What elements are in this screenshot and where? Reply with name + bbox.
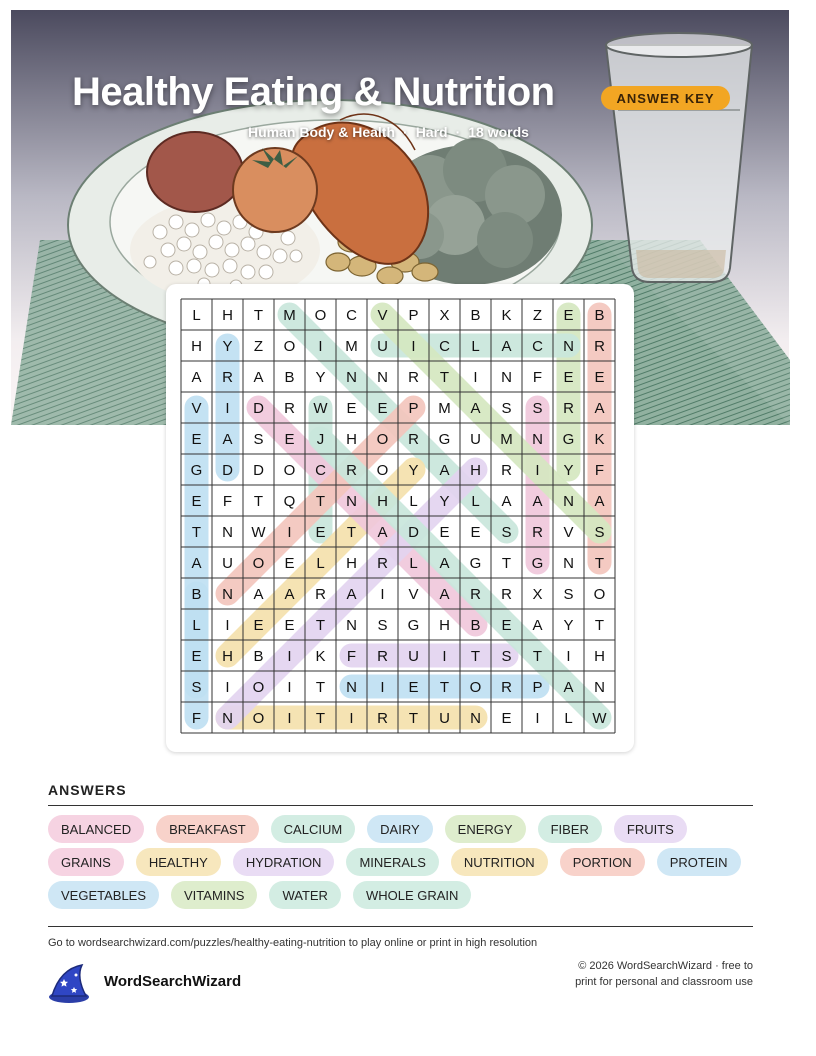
grid-cell-letter[interactable]: R <box>501 462 512 479</box>
grid-cell-letter[interactable]: S <box>501 400 512 417</box>
grid-cell-letter[interactable]: S <box>501 648 512 665</box>
answers-divider <box>48 805 753 806</box>
grid-cell-letter[interactable]: N <box>346 617 357 634</box>
grid-cell-letter[interactable]: B <box>470 307 481 324</box>
grid-cell-letter[interactable]: I <box>287 679 292 696</box>
grid-cell-letter[interactable]: U <box>439 710 450 727</box>
grid-cell-letter[interactable]: E <box>470 524 481 541</box>
grid-cell-letter[interactable]: Y <box>439 493 450 510</box>
answer-chip-fruits: FRUITS <box>614 815 687 843</box>
grid-cell-letter[interactable]: A <box>501 338 512 355</box>
grid-cell-letter[interactable]: R <box>501 586 512 603</box>
grid-cell-letter[interactable]: N <box>563 338 574 355</box>
grid-cell-letter[interactable]: A <box>439 555 450 572</box>
grid-cell-letter[interactable]: P <box>532 679 543 696</box>
grid-cell-letter[interactable]: O <box>376 462 389 479</box>
grid-cell-letter[interactable]: F <box>191 710 202 727</box>
grid-cell-letter[interactable]: I <box>442 648 447 665</box>
grid-cell-letter[interactable]: X <box>439 307 450 324</box>
grid-cell-letter[interactable]: K <box>594 431 605 448</box>
grid-cell-letter[interactable]: R <box>408 431 419 448</box>
grid-cell-letter[interactable]: Z <box>253 338 264 355</box>
grid-cell-letter[interactable]: A <box>532 617 543 634</box>
answer-chip-portion: PORTION <box>560 848 645 876</box>
grid-cell-letter[interactable]: T <box>253 307 264 324</box>
grid-cell-letter[interactable]: T <box>408 710 419 727</box>
grid-cell-letter[interactable]: T <box>594 617 605 634</box>
grid-cell-letter[interactable]: H <box>191 338 202 355</box>
answer-chip-protein: PROTEIN <box>657 848 741 876</box>
grid-cell-letter[interactable]: R <box>532 524 543 541</box>
grid-cell-letter[interactable]: O <box>283 338 296 355</box>
grid-cell-letter[interactable]: E <box>501 617 512 634</box>
grid-cell-letter[interactable]: T <box>439 679 450 696</box>
answers-heading: ANSWERS <box>48 782 127 798</box>
grid-cell-letter[interactable]: H <box>439 617 450 634</box>
grid-cell-letter[interactable]: G <box>562 431 575 448</box>
grid-cell-letter[interactable]: A <box>563 679 574 696</box>
grid-cell-letter[interactable]: O <box>593 586 606 603</box>
grid-cell-letter[interactable]: T <box>470 648 481 665</box>
grid-cell-letter[interactable]: P <box>408 400 419 417</box>
grid-cell-letter[interactable]: L <box>316 555 325 572</box>
copyright-text: © 2026 WordSearchWizard · free to print for personal and classroom use <box>575 960 753 988</box>
puzzle-subtitle <box>248 124 529 140</box>
grid-cell-letter[interactable]: E <box>594 369 605 386</box>
grid-cell-letter[interactable]: T <box>501 555 512 572</box>
grid-cell-letter[interactable]: N <box>346 679 357 696</box>
grid-cell-letter[interactable]: R <box>470 586 481 603</box>
grid-cell-letter[interactable]: N <box>346 493 357 510</box>
grid-cell-letter[interactable]: A <box>439 462 450 479</box>
grid-cell-letter[interactable]: D <box>222 462 233 479</box>
answer-chip-water: WATER <box>269 881 341 909</box>
grid-cell-letter[interactable]: V <box>563 524 574 541</box>
grid-cell-letter[interactable]: V <box>191 400 202 417</box>
grid-cell-letter[interactable]: N <box>563 493 574 510</box>
grid-cell-letter[interactable]: O <box>252 710 265 727</box>
grid-cell-letter[interactable]: M <box>283 307 296 324</box>
grid-cell-letter[interactable]: A <box>594 493 605 510</box>
grid-cell-letter[interactable]: T <box>315 710 326 727</box>
grid-cell-letter[interactable]: J <box>316 431 325 448</box>
grid-cell-letter[interactable]: Q <box>283 493 296 510</box>
grid-cell-letter[interactable]: A <box>346 586 357 603</box>
grid-cell-letter[interactable]: I <box>535 462 540 479</box>
grid-cell-letter[interactable]: Y <box>408 462 419 479</box>
grid-cell-letter[interactable]: T <box>191 524 202 541</box>
grid-cell-letter[interactable]: I <box>287 524 292 541</box>
grid-cell-letter[interactable]: A <box>222 431 233 448</box>
grid-cell-letter[interactable]: S <box>253 431 264 448</box>
grid-cell-letter[interactable]: C <box>532 338 543 355</box>
grid-cell-letter[interactable]: F <box>532 369 543 386</box>
grid-cell-letter[interactable]: E <box>191 648 202 665</box>
grid-cell-letter[interactable]: U <box>222 555 233 572</box>
grid-cell-letter[interactable]: N <box>501 369 512 386</box>
grid-cell-letter[interactable]: E <box>563 369 574 386</box>
grid-cell-letter[interactable]: G <box>469 555 482 572</box>
grid-cell-letter[interactable]: O <box>252 555 265 572</box>
grid-cell-letter[interactable]: R <box>563 400 574 417</box>
grid-cell-letter[interactable]: C <box>315 462 326 479</box>
grid-cell-letter[interactable]: H <box>346 431 357 448</box>
play-online-link[interactable]: Go to wordsearchwizard.com/puzzles/healthy-eating-nutrition to play online or print in high resolution <box>48 937 538 949</box>
answer-chip-dairy: DAIRY <box>367 815 433 843</box>
grid-cell-letter[interactable]: L <box>192 617 201 634</box>
grid-cell-letter[interactable]: W <box>251 524 266 541</box>
grid-cell-letter[interactable]: I <box>318 338 323 355</box>
grid-cell-letter[interactable]: V <box>408 586 419 603</box>
grid-cell-letter[interactable]: R <box>377 555 388 572</box>
grid-cell-letter[interactable]: L <box>192 307 201 324</box>
answer-chip-vegetables: VEGETABLES <box>48 881 159 909</box>
grid-cell-letter[interactable]: N <box>222 586 233 603</box>
grid-cell-letter[interactable]: I <box>225 679 230 696</box>
grid-cell-letter[interactable]: S <box>532 400 543 417</box>
grid-cell-letter[interactable]: A <box>594 400 605 417</box>
grid-cell-letter[interactable]: T <box>315 617 326 634</box>
grid-cell-letter[interactable]: B <box>253 648 264 665</box>
grid-cell-letter[interactable]: T <box>315 493 326 510</box>
grid-cell-letter[interactable]: A <box>191 369 202 386</box>
grid-cell-letter[interactable]: E <box>563 307 574 324</box>
grid-cell-letter[interactable]: S <box>377 617 388 634</box>
grid-cell-letter[interactable]: T <box>253 493 264 510</box>
grid-cell-letter[interactable]: G <box>190 462 203 479</box>
category-label: Human Body & Health <box>248 124 396 140</box>
grid-cell-letter[interactable]: O <box>469 679 482 696</box>
grid-cell-letter[interactable]: I <box>566 648 571 665</box>
grid-cell-letter[interactable]: T <box>315 679 326 696</box>
grid-cell-letter[interactable]: R <box>222 369 233 386</box>
difficulty-label: Hard <box>415 124 448 140</box>
separator-dot-1: · <box>403 124 408 140</box>
grid-cell-letter[interactable]: K <box>501 307 512 324</box>
grid-cell-letter[interactable]: C <box>439 338 450 355</box>
answer-chip-nutrition: NUTRITION <box>451 848 548 876</box>
grid-cell-letter[interactable]: H <box>470 462 481 479</box>
grid-cell-letter[interactable]: P <box>408 307 419 324</box>
grid-cell-letter[interactable]: K <box>315 648 326 665</box>
grid-cell-letter[interactable]: E <box>253 617 264 634</box>
answer-chip-fiber: FIBER <box>538 815 602 843</box>
grid-cell-letter[interactable]: M <box>438 400 451 417</box>
grid-cell-letter[interactable]: L <box>564 710 573 727</box>
grid-cell-letter[interactable]: S <box>191 679 202 696</box>
grid-cell-letter[interactable]: W <box>592 710 607 727</box>
grid-cell-letter[interactable]: N <box>222 524 233 541</box>
grid-cell-letter[interactable]: B <box>191 586 202 603</box>
grid-cell-letter[interactable]: U <box>377 338 388 355</box>
grid-cell-letter[interactable]: A <box>253 369 264 386</box>
grid-cell-letter[interactable]: A <box>191 555 202 572</box>
word-count-label: 18 words <box>468 124 529 140</box>
grid-cell-letter[interactable]: I <box>535 710 540 727</box>
grid-cell-letter[interactable]: I <box>349 710 354 727</box>
grid-cell-letter[interactable]: S <box>594 524 605 541</box>
grid-cell-letter[interactable]: B <box>470 617 481 634</box>
grid-cell-letter[interactable]: A <box>284 586 295 603</box>
grid-cell-letter[interactable]: H <box>346 555 357 572</box>
answer-chip-minerals: MINERALS <box>346 848 438 876</box>
grid-cell-letter[interactable]: E <box>315 524 326 541</box>
grid-cell-letter[interactable]: E <box>377 400 388 417</box>
brand-name[interactable]: WordSearchWizard <box>104 973 242 990</box>
grid-cell-letter[interactable]: E <box>284 431 295 448</box>
grid-cell-letter[interactable]: B <box>594 307 605 324</box>
grid-cell-letter[interactable]: N <box>532 431 543 448</box>
puzzle-card <box>166 284 634 752</box>
grid-cell-letter[interactable]: A <box>253 586 264 603</box>
grid-cell-letter[interactable]: I <box>473 369 478 386</box>
grid-cell-letter[interactable]: M <box>500 431 513 448</box>
separator-dot-2: · <box>455 124 461 140</box>
grid-cell-letter[interactable]: R <box>377 710 388 727</box>
grid-cell-letter[interactable]: X <box>532 586 543 603</box>
grid-cell-letter[interactable]: A <box>439 586 450 603</box>
answer-chip-calcium: CALCIUM <box>271 815 356 843</box>
grid-cell-letter[interactable]: R <box>594 338 605 355</box>
grid-cell-letter[interactable]: A <box>377 524 388 541</box>
answers-list <box>48 815 753 909</box>
grid-cell-letter[interactable]: B <box>284 369 295 386</box>
grid-cell-letter[interactable]: E <box>284 617 295 634</box>
grid-cell-letter[interactable]: M <box>345 338 358 355</box>
answer-chip-healthy: HEALTHY <box>136 848 221 876</box>
word-search-grid[interactable] <box>166 284 634 752</box>
grid-cell-letter[interactable]: A <box>532 493 543 510</box>
answer-chip-vitamins: VITAMINS <box>171 881 257 909</box>
grid-cell-letter[interactable]: I <box>287 710 292 727</box>
grid-cell-letter[interactable]: L <box>409 493 418 510</box>
grid-cell-letter[interactable]: R <box>408 369 419 386</box>
answer-chip-whole-grain: WHOLE GRAIN <box>353 881 471 909</box>
grid-cell-letter[interactable]: I <box>225 617 230 634</box>
grid-cell-letter[interactable]: H <box>222 648 233 665</box>
grid-cell-letter[interactable]: U <box>408 648 419 665</box>
grid-cell-letter[interactable]: E <box>501 710 512 727</box>
grid-cell-letter[interactable]: S <box>501 524 512 541</box>
answer-chip-breakfast: BREAKFAST <box>156 815 259 843</box>
grid-cell-letter[interactable]: T <box>594 555 605 572</box>
grid-cell-letter[interactable]: I <box>380 679 385 696</box>
grid-cell-letter[interactable]: N <box>377 369 388 386</box>
grid-cell-letter[interactable]: O <box>376 431 389 448</box>
grid-cell-letter[interactable]: Y <box>563 462 574 479</box>
grid-cell-letter[interactable]: Y <box>315 369 326 386</box>
grid-cell-letter[interactable]: R <box>346 462 357 479</box>
answer-chip-balanced: BALANCED <box>48 815 144 843</box>
grid-cell-letter[interactable]: E <box>346 400 357 417</box>
grid-cell-letter[interactable]: S <box>563 586 574 603</box>
grid-cell-letter[interactable]: U <box>470 431 481 448</box>
answer-chip-energy: ENERGY <box>445 815 526 843</box>
wizard-hat-icon[interactable] <box>46 963 92 1005</box>
grid-cell-letter[interactable]: G <box>531 555 544 572</box>
grid-cell-letter[interactable]: I <box>287 648 292 665</box>
tomato-icon <box>233 148 317 232</box>
answer-chip-hydration: HYDRATION <box>233 848 335 876</box>
grid-cell-letter[interactable]: L <box>409 555 418 572</box>
grid-cell-letter[interactable]: F <box>222 493 233 510</box>
answer-key-badge: ANSWER KEY <box>601 86 730 110</box>
grid-cell-letter[interactable]: I <box>380 586 385 603</box>
grid-cell-letter[interactable]: D <box>253 462 264 479</box>
grid-cell-letter[interactable]: Y <box>563 617 574 634</box>
grid-cell-letter[interactable]: G <box>407 617 420 634</box>
answer-chip-grains: GRAINS <box>48 848 124 876</box>
grid-cell-letter[interactable]: W <box>313 400 328 417</box>
grid-cell-letter[interactable]: N <box>470 710 481 727</box>
grid-cell-letter[interactable]: I <box>225 400 230 417</box>
footer-divider <box>48 926 753 927</box>
grid-cell-letter[interactable]: N <box>222 710 233 727</box>
grid-cell-letter[interactable]: H <box>594 648 605 665</box>
grid-cell-letter[interactable]: E <box>191 431 202 448</box>
grid-cell-letter[interactable]: L <box>471 338 480 355</box>
grid-cell-letter[interactable]: T <box>439 369 450 386</box>
grid-cell-letter[interactable]: T <box>532 648 543 665</box>
grid-cell-letter[interactable]: D <box>408 524 419 541</box>
grid-cell-letter[interactable]: V <box>377 307 388 324</box>
grid-cell-letter[interactable]: Z <box>532 307 543 324</box>
grid-cell-letter[interactable]: N <box>563 555 574 572</box>
grid-cell-letter[interactable]: Y <box>222 338 233 355</box>
grid-cell-letter[interactable]: F <box>594 462 605 479</box>
grid-cell-letter[interactable]: N <box>594 679 605 696</box>
grid-cell-letter[interactable]: C <box>346 307 357 324</box>
grid-cell-letter[interactable]: E <box>408 679 419 696</box>
grid-cell-letter[interactable]: O <box>252 679 265 696</box>
grid-cell-letter[interactable]: E <box>191 493 202 510</box>
grid-cell-letter[interactable]: E <box>284 555 295 572</box>
grid-cell-letter[interactable]: H <box>222 307 233 324</box>
grid-cell-letter[interactable]: L <box>471 493 480 510</box>
grid-cell-letter[interactable]: G <box>438 431 451 448</box>
grid-cell-letter[interactable]: N <box>346 369 357 386</box>
grid-cell-letter[interactable]: A <box>470 400 481 417</box>
grid-cell-letter[interactable]: A <box>501 493 512 510</box>
grid-cell-letter[interactable]: O <box>314 307 327 324</box>
grid-cell-letter[interactable]: F <box>346 648 357 665</box>
puzzle-title: Healthy Eating & Nutrition <box>72 70 555 114</box>
grid-cell-letter[interactable]: T <box>346 524 357 541</box>
grid-cell-letter[interactable]: D <box>253 400 264 417</box>
grid-cell-letter[interactable]: E <box>439 524 450 541</box>
grid-cell-letter[interactable]: R <box>284 400 295 417</box>
grid-cell-letter[interactable]: H <box>377 493 388 510</box>
grid-cell-letter[interactable]: O <box>283 462 296 479</box>
grid-cell-letter[interactable]: R <box>315 586 326 603</box>
grid-cell-letter[interactable]: I <box>411 338 416 355</box>
grid-cell-letter[interactable]: R <box>501 679 512 696</box>
grid-cell-letter[interactable]: R <box>377 648 388 665</box>
